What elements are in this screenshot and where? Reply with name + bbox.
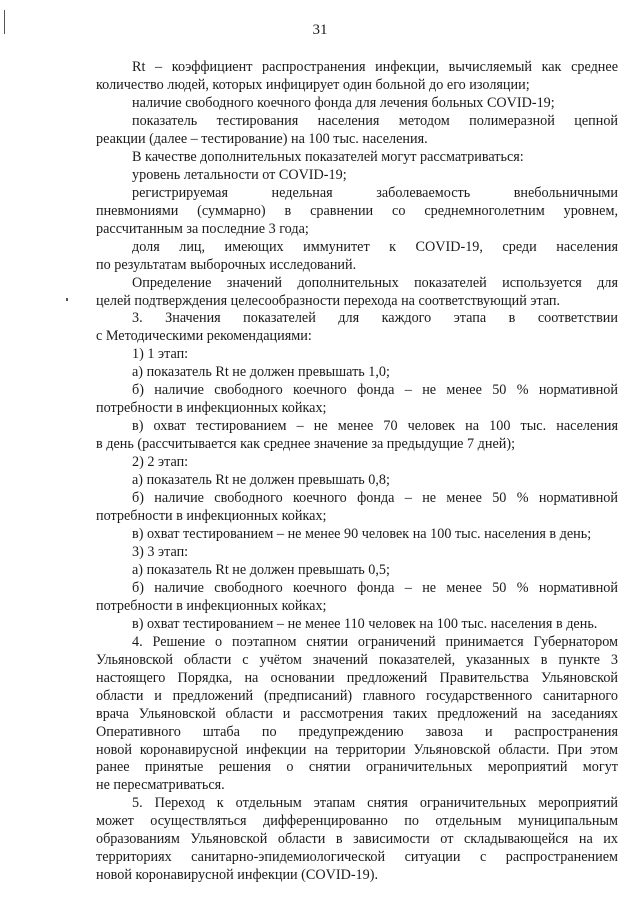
text-line: а) показатель Rt не должен превышать 0,5; <box>132 561 390 578</box>
text-line: б) наличие свободного коечного фонда – не менее 50 % нормативной <box>132 382 618 399</box>
text-line: в день (рассчитывается как среднее значение за предыдущие 7 дней); <box>96 436 516 453</box>
text-line: Rt – коэффициент распространения инфекции, вычисляемый как среднее <box>132 59 618 75</box>
text-line: 5. Переход к отдельным этапам снятия ограничительных мероприятий <box>132 795 618 812</box>
page-number: 31 <box>312 22 328 38</box>
text-line: новой коронавирусной инфекции (COVID-19). <box>96 867 379 884</box>
text-line: показатель тестирования населения методом полимеразной цепной <box>132 112 618 129</box>
text-line: в) охват тестированием – не менее 70 человек на 100 тыс. населения <box>132 418 618 435</box>
text-line: ранее принятые решения о снятии ограничительных мероприятий могут <box>96 759 618 776</box>
text-line: б) наличие свободного коечного фонда – не менее 50 % нормативной <box>132 490 618 506</box>
text-line: Определение значений дополнительных показателей используется для <box>132 274 618 291</box>
text-line: Оперативного штаба по предупреждению завоза и распространения <box>96 723 618 740</box>
text-line: 1) 1 этап: <box>132 346 189 363</box>
text-line: а) показатель Rt не должен превышать 0,8; <box>132 472 390 489</box>
text-line: В качестве дополнительных показателей могут рассматриваться: <box>132 148 524 165</box>
text-line: новой коронавирусной инфекции на территории Ульяновской области. При этом <box>96 741 618 758</box>
text-line: наличие свободного коечного фонда для лечения больных COVID-19; <box>132 94 555 111</box>
text-line: а) показатель Rt не должен превышать 1,0; <box>132 364 390 381</box>
text-line: рассчитанным за последние 3 года; <box>96 220 309 237</box>
text-line: по результатам выборочных исследований. <box>96 256 357 273</box>
text-line: пневмониями (суммарно) в сравнении со среднемноголетним уровнем, <box>96 202 618 219</box>
text-line: образованиям Ульяновской области в зависимости от складывающейся на их <box>96 831 618 848</box>
text-line: потребности в инфекционных койках; <box>96 400 327 417</box>
text-line: 4. Решение о поэтапном снятии ограничений принимается Губернатором <box>132 633 618 650</box>
text-line: с Методическими рекомендациями: <box>96 328 312 345</box>
text-line: потребности в инфекционных койках; <box>96 508 327 524</box>
text-line: потребности в инфекционных койках; <box>96 597 327 614</box>
text-line: области и предложений (предписаний) главного государственного санитарного <box>96 687 618 704</box>
scan-artifact-dot <box>66 298 68 301</box>
text-line: не пересматриваться. <box>96 777 225 794</box>
text-line: 3. Значения показателей для каждого этапа в соответствии <box>132 310 618 327</box>
text-line: настоящего Порядка, на основании предложений Правительства Ульяновской <box>96 669 618 686</box>
text-line: количество людей, которых инфицирует один больной до его изоляции; <box>96 77 530 93</box>
text-line: реакции (далее – тестирование) на 100 тыс. населения. <box>96 130 428 147</box>
text-line: территориях санитарно-эпидемиологической ситуации с распространением <box>96 849 618 866</box>
text-line: Ульяновской области с учётом значений показателей, указанных в пункте 3 <box>96 651 618 668</box>
text-line: уровень летальности от COVID-19; <box>132 166 347 183</box>
text-line: может осуществляться дифференцированно по отдельным муниципальным <box>96 813 618 830</box>
text-line: 2) 2 этап: <box>132 454 189 471</box>
text-line: в) охват тестированием – не менее 90 человек на 100 тыс. населения в день; <box>132 526 592 542</box>
text-line: врача Ульяновской области и рассмотрения таких предложений на заседаниях <box>96 705 618 722</box>
text-line: регистрируемая недельная заболеваемость внебольничными <box>132 184 618 201</box>
text-line: 3) 3 этап: <box>132 543 189 560</box>
text-line: в) охват тестированием – не менее 110 человек на 100 тыс. населения в день. <box>132 615 598 632</box>
text-line: доля лиц, имеющих иммунитет к COVID-19, среди населения <box>132 238 618 255</box>
text-line: целей подтверждения целесообразности перехода на соответствующий этап. <box>96 292 561 309</box>
text-line: б) наличие свободного коечного фонда – не менее 50 % нормативной <box>132 579 618 596</box>
